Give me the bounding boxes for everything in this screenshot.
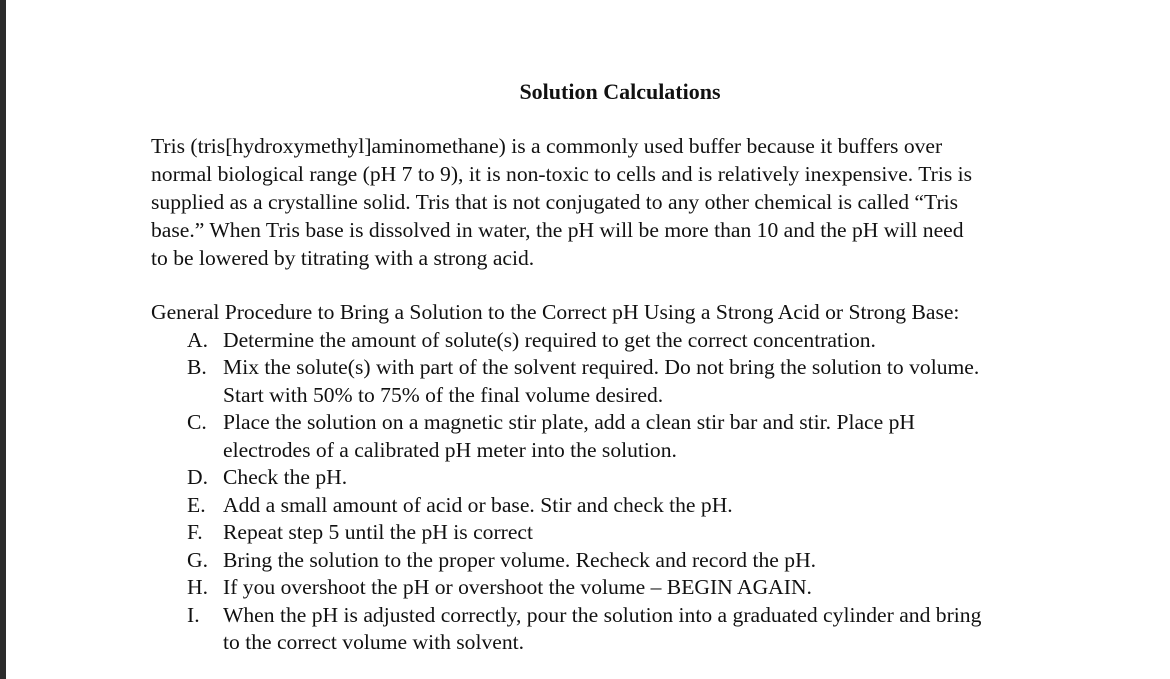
procedure-heading: General Procedure to Bring a Solution to the Correct pH Using a Strong Acid or Strong Base:	[151, 300, 960, 324]
procedure-step-e	[151, 492, 1111, 520]
step-letter: H.	[187, 575, 208, 599]
procedure-step-a	[151, 327, 1111, 355]
procedure-step-f	[151, 519, 1111, 547]
procedure-step-g	[151, 547, 1111, 575]
step-text-line: to the correct volume with solvent.	[223, 630, 525, 654]
step-text-line: Add a small amount of acid or base. Stir and check the pH.	[223, 492, 733, 517]
intro-line: base.” When Tris base is dissolved in water, the pH will be more than 10 and the pH will need	[151, 218, 964, 242]
step-text-line: Start with 50% to 75% of the final volume desired.	[223, 382, 664, 407]
step-letter: C.	[187, 410, 207, 434]
step-letter: G.	[187, 547, 208, 572]
step-text-line: When the pH is adjusted correctly, pour the solution into a graduated cylinder and bring	[223, 602, 982, 627]
procedure-step-h	[151, 574, 1111, 602]
step-text-line: Determine the amount of solute(s) required to get the correct concentration.	[223, 327, 876, 352]
step-letter: A.	[187, 327, 208, 352]
step-letter: F.	[187, 520, 203, 544]
procedure-steps-list	[151, 327, 1111, 657]
step-text-line: If you overshoot the pH or overshoot the volume – BEGIN AGAIN.	[223, 575, 812, 599]
step-text-line: Place the solution on a magnetic stir plate, add a clean stir bar and stir. Place pH	[223, 410, 915, 434]
intro-line: Tris (tris[hydroxymethyl]aminomethane) is a commonly used buffer because it buffers over	[151, 134, 943, 158]
step-letter: E.	[187, 492, 206, 517]
intro-line: supplied as a crystalline solid. Tris that is not conjugated to any other chemical is called “Tris	[151, 190, 959, 214]
step-text-line: electrodes of a calibrated pH meter into the solution.	[223, 437, 677, 462]
step-text-line: Check the pH.	[223, 465, 348, 489]
procedure-step-d	[151, 464, 1111, 492]
step-text-line: Bring the solution to the proper volume. Recheck and record the pH.	[223, 547, 817, 572]
step-letter: D.	[187, 465, 208, 489]
document-title: Solution Calculations	[519, 79, 721, 104]
procedure-step-c	[151, 409, 1111, 464]
step-letter: I.	[187, 602, 200, 627]
procedure-step-i	[151, 602, 1111, 657]
step-letter: B.	[187, 355, 207, 379]
intro-line: normal biological range (pH 7 to 9), it is non-toxic to cells and is relatively inexpensive. Tris is	[151, 162, 973, 186]
step-text-line: Mix the solute(s) with part of the solvent required. Do not bring the solution to volume.	[223, 355, 980, 379]
procedure-step-b	[151, 354, 1111, 409]
intro-paragraph	[151, 132, 1081, 272]
procedure-section	[151, 299, 1111, 657]
step-text-line: Repeat step 5 until the pH is correct	[223, 520, 534, 544]
intro-line: to be lowered by titrating with a strong acid.	[151, 246, 535, 270]
